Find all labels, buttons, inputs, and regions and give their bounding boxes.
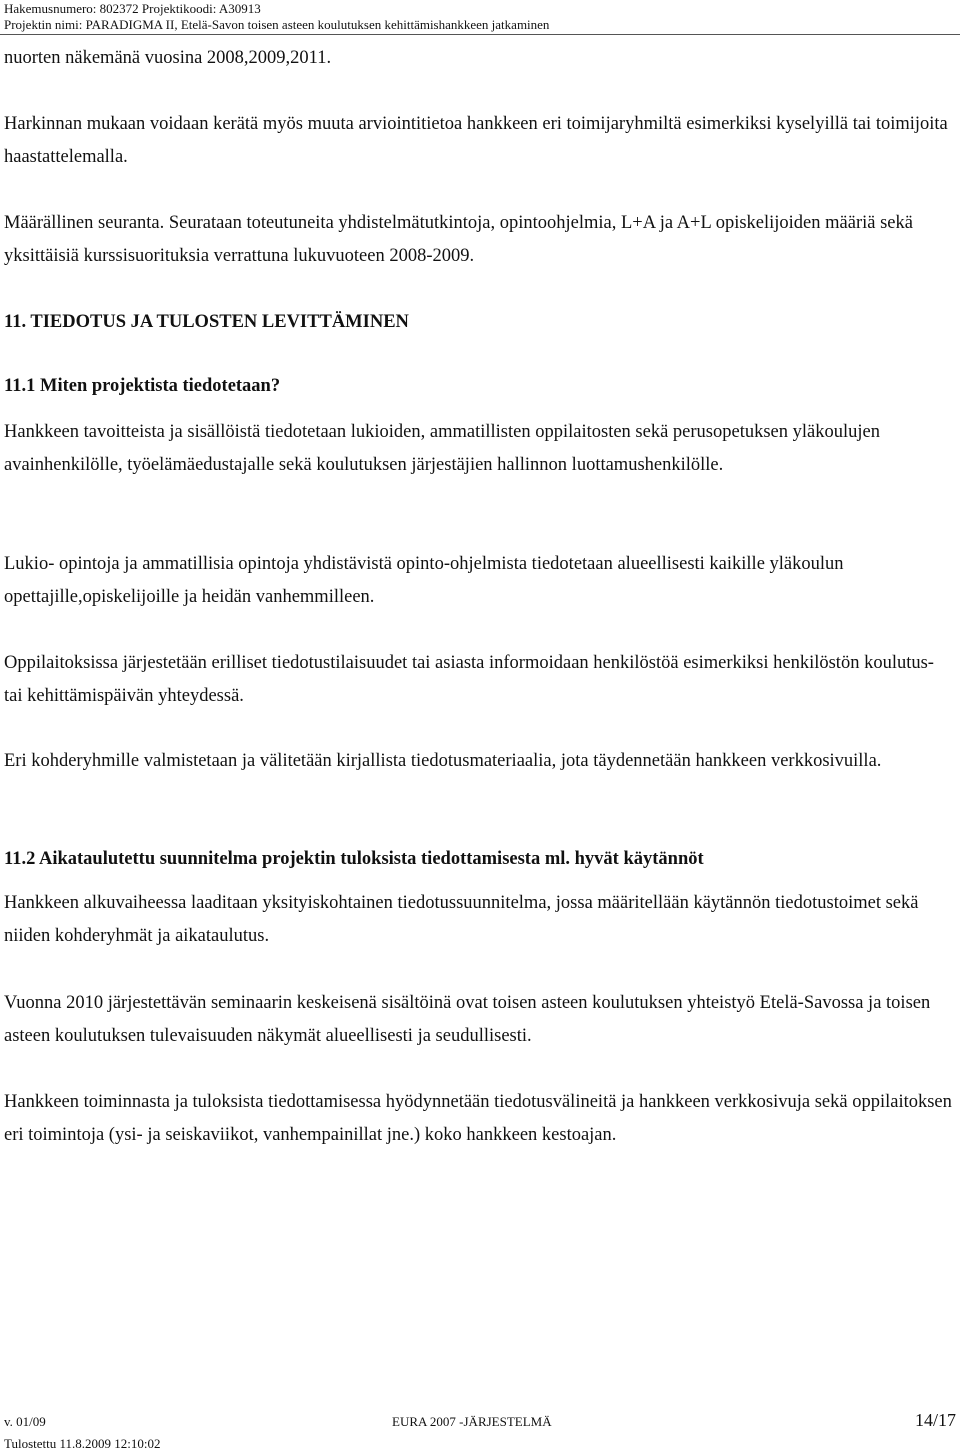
footer-system-name: EURA 2007 -JÄRJESTELMÄ: [392, 1414, 552, 1429]
paragraph-text: nuorten näkemänä vuosina 2008,2009,2011.: [4, 48, 332, 68]
paragraph-text: Eri kohderyhmille valmistetaan ja välitetään kirjallista tiedotusmateriaalia, jota täydennetään hankkeen verkkosivuilla.: [4, 751, 882, 771]
paragraph-media-channels: [4, 1086, 956, 1152]
paragraph-text: Lukio- opintoja ja ammatillisia opintoja yhdistävistä opinto-ohjelmista tiedotetaan alueellisesti kaikille yläkoulun opettajille,opiskelijoille ja heidän vanhemmilleen.: [4, 554, 844, 607]
paragraph-text: Määrällinen seuranta. Seurataan toteutuneita yhdistelmätutkintoja, opintoohjelmia, L+A ja A+L opiskelijoiden määriä sekä yksittäisiä kurssisuorituksia verrattuna lukuvuoteen 2008-2009.: [4, 213, 913, 266]
header-application-number: Hakemusnumero: 802372 Projektikoodi: A30913: [4, 1, 261, 16]
paragraph-evaluation-years: [4, 42, 956, 75]
subsection-heading-11-1: 11.1 Miten projektista tiedotetaan?: [4, 376, 281, 396]
header-project-name: Projektin nimi: PARADIGMA II, Etelä-Savon toisen asteen koulutuksen kehittämishankkeen jatkaminen: [4, 17, 550, 32]
paragraph-text: Hankkeen toiminnasta ja tuloksista tiedottamisessa hyödynnetään tiedotusvälineitä ja hankkeen verkkosivuja sekä oppilaitoksen eri toimintoja (ysi- ja seiskaviikot, vanhempainillat jne.) koko hankkeen kestoajan.: [4, 1092, 952, 1145]
footer-page-number: 14/17: [914, 1410, 956, 1430]
paragraph-written-material: [4, 745, 956, 778]
paragraph-text: Hankkeen alkuvaiheessa laaditaan yksityiskohtainen tiedotussuunnitelma, jossa määritellään käytännön tiedotustoimet sekä niiden kohderyhmät ja aikataulutus.: [4, 893, 919, 946]
paragraph-seminar: [4, 987, 956, 1053]
paragraph-text: Vuonna 2010 järjestettävän seminaarin keskeisenä sisältöinä ovat toisen asteen koulutuksen yhteistyö Etelä-Savossa ja toisen asteen koulutuksen tulevaisuuden näkymät alueellisesti ja seudullisesti.: [4, 993, 931, 1046]
paragraph-regional-information: [4, 548, 956, 614]
header-divider: [0, 34, 960, 35]
paragraph-target-groups: [4, 416, 956, 482]
paragraph-text: Oppilaitoksissa järjestetään erilliset tiedotustilaisuudet tai asiasta informoidaan henkilöstöä esimerkiksi henkilöstön koulutus- tai kehittämispäivän yhteydessä.: [4, 653, 934, 706]
footer-print-timestamp: Tulostettu 11.8.2009 12:10:02: [4, 1436, 161, 1451]
paragraph-text: Hankkeen tavoitteista ja sisällöistä tiedotetaan lukioiden, ammatillisten oppilaitosten sekä perusopetuksen yläkoulujen avainhenkilölle, työelämäedustajalle sekä koulutuksen järjestäjien hallinnon luottamushenkilölle.: [4, 422, 880, 475]
paragraph-staff-information: [4, 647, 956, 713]
paragraph-quantitative-monitoring: [4, 207, 956, 273]
paragraph-text: Harkinnan mukaan voidaan kerätä myös muuta arviointitietoa hankkeen eri toimijaryhmiltä esimerkiksi kyselyillä tai toimijoita haastattelemalla.: [4, 114, 948, 167]
footer-version: v. 01/09: [4, 1414, 46, 1429]
paragraph-additional-evaluation: [4, 108, 956, 174]
subsection-heading-11-2: 11.2 Aikataulutettu suunnitelma projektin tuloksista tiedottamisesta ml. hyvät käytännöt: [4, 849, 704, 869]
paragraph-communication-plan: [4, 887, 956, 953]
section-heading-11: 11. TIEDOTUS JA TULOSTEN LEVITTÄMINEN: [4, 312, 409, 332]
